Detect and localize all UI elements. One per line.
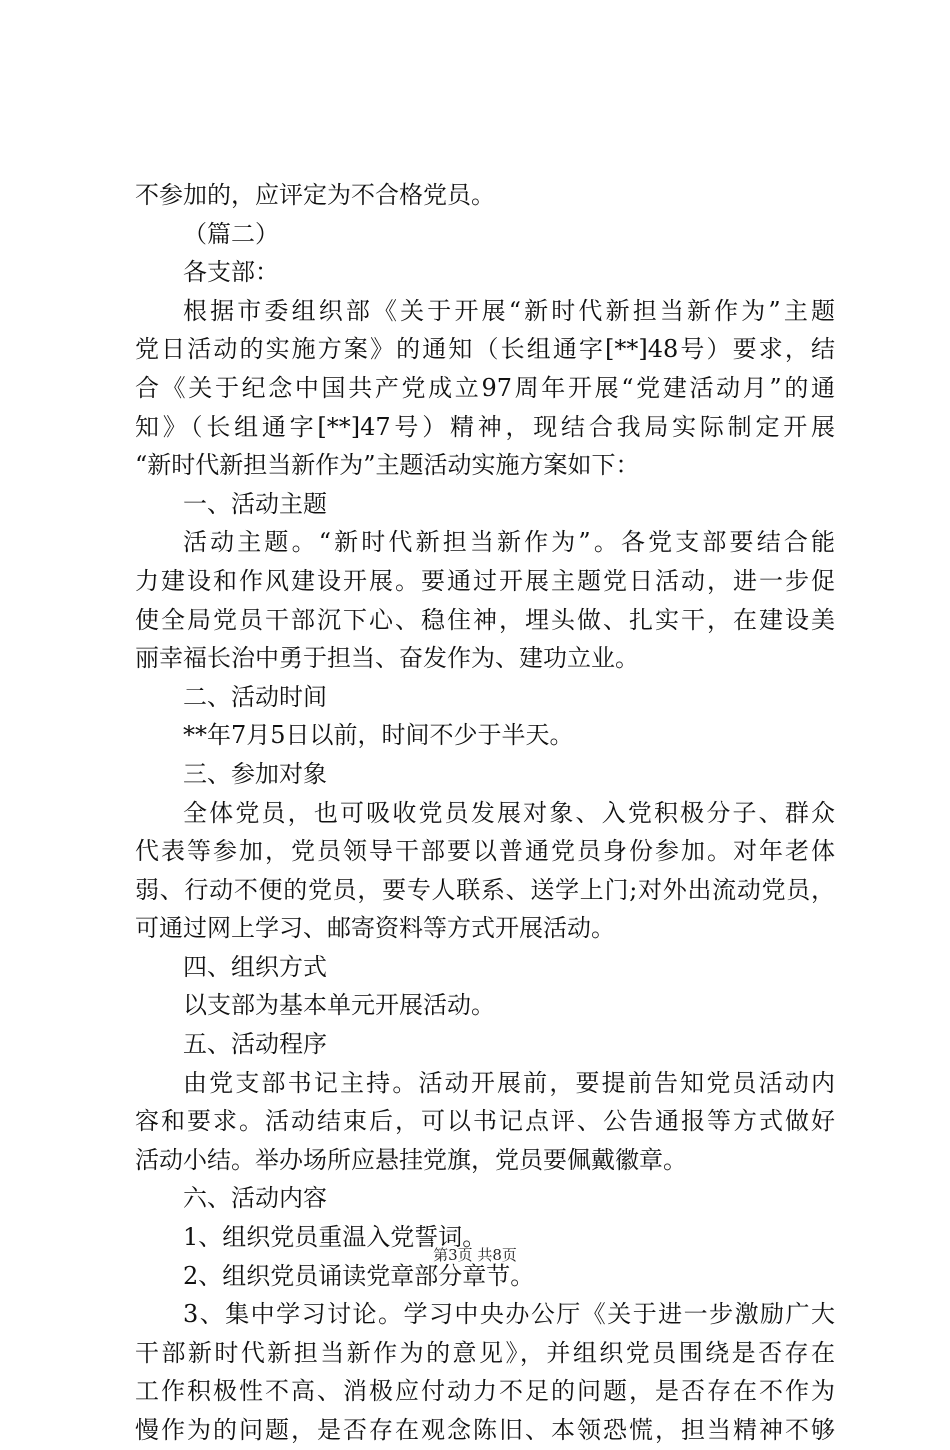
text-line: 容和要求。活动结束后，可以书记点评、公告通报等方式做好 <box>135 1107 835 1136</box>
heading: 四、组织方式 <box>183 952 327 981</box>
text-line: 根据市委组织部《关于开展“新时代新担当新作为”主题 <box>183 296 835 325</box>
text-line: 由党支部书记主持。活动开展前，要提前告知党员活动内 <box>183 1068 835 1097</box>
text-line: 可通过网上学习、邮寄资料等方式开展活动。 <box>135 914 615 943</box>
text-line: 党日活动的实施方案》的通知（长组通字[**]48号）要求，结 <box>135 335 835 364</box>
text-line: 慢作为的问题，是否存在观念陈旧、本领恐慌，担当精神不够 <box>135 1416 835 1444</box>
text-line: 全体党员，也可吸收党员发展对象、入党积极分子、群众 <box>183 798 835 827</box>
heading: 六、活动内容 <box>183 1184 327 1213</box>
heading: 三、参加对象 <box>183 759 327 788</box>
heading: 一、活动主题 <box>183 489 327 518</box>
text-line: 力建设和作风建设开展。要通过开展主题党日活动，进一步促 <box>135 566 835 595</box>
text-line: 工作积极性不高、消极应付动力不足的问题，是否存在不作为 <box>135 1377 835 1406</box>
text-line: **年7月5日以前，时间不少于半天。 <box>183 721 574 750</box>
text-line: 不参加的，应评定为不合格党员。 <box>135 181 495 209</box>
list-item: 1、组织党员重温入党誓词。 <box>183 1223 487 1252</box>
text-line: 知》（长组通字[**]47号）精神，现结合我局实际制定开展 <box>135 412 835 441</box>
text-line: 使全局党员干部沉下心、稳住神，埋头做、扎实干，在建设美 <box>135 605 835 634</box>
section-label: （篇二） <box>183 219 279 248</box>
text-line: 代表等参加，党员领导干部要以普通党员身份参加。对年老体 <box>135 837 835 866</box>
text-line: 合《关于纪念中国共产党成立97周年开展“党建活动月”的通 <box>135 373 835 402</box>
text-line: 丽幸福长治中勇于担当、奋发作为、建功立业。 <box>135 644 639 673</box>
text-line: 干部新时代新担当新作为的意见》，并组织党员围绕是否存在 <box>135 1338 835 1367</box>
heading: 五、活动程序 <box>183 1030 327 1059</box>
text-line: 以支部为基本单元开展活动。 <box>183 991 495 1020</box>
list-item: 2、组织党员诵读党章部分章节。 <box>183 1261 535 1290</box>
text-line: 弱、行动不便的党员，要专人联系、送学上门;对外出流动党员， <box>135 875 835 904</box>
text-line: “新时代新担当新作为”主题活动实施方案如下： <box>135 451 640 480</box>
list-item: 3、集中学习讨论。学习中央办公厅《关于进一步激励广大 <box>183 1300 835 1329</box>
text-line: 活动小结。举办场所应悬挂党旗，党员要佩戴徽章。 <box>135 1145 687 1174</box>
text-line: 活动主题。“新时代新担当新作为”。各党支部要结合能 <box>183 528 835 557</box>
salutation: 各支部： <box>183 258 279 287</box>
heading: 二、活动时间 <box>183 682 327 711</box>
page-footer: 第3页 共8页 <box>433 1246 517 1264</box>
